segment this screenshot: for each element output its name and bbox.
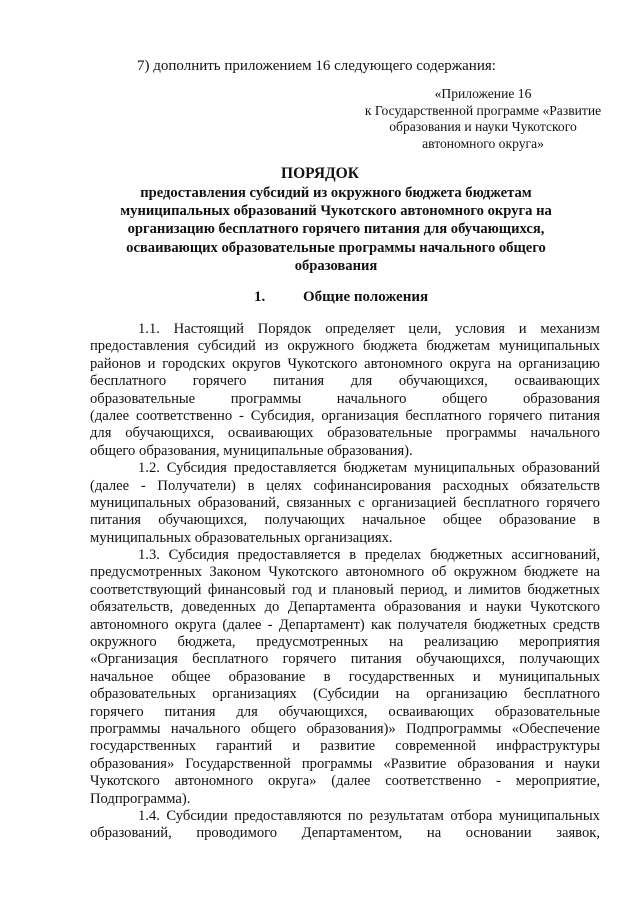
word: горячего (546, 494, 600, 511)
word: образование (228, 668, 306, 685)
word: проводимого (196, 825, 278, 842)
word: - (496, 773, 501, 790)
word: районов (90, 355, 141, 372)
word: образования)» (306, 720, 396, 737)
word: период, (400, 581, 448, 598)
word: и (318, 581, 327, 598)
word: горячего (488, 407, 543, 424)
word: бесплатного (463, 494, 540, 511)
word: на (426, 825, 442, 842)
word: Чукотского (530, 599, 600, 616)
word: «Организация (90, 651, 178, 668)
word: и (545, 755, 554, 772)
text-line (90, 356, 600, 373)
text-line (90, 495, 600, 512)
section-number: 1. (254, 289, 266, 305)
text-line (90, 756, 600, 773)
word: образовательных (90, 686, 196, 703)
word: муниципальных (90, 529, 195, 546)
word: в (349, 547, 357, 564)
word: горячего (192, 373, 247, 390)
word: Департамента (287, 599, 376, 616)
text-line (90, 634, 600, 651)
text-line (90, 408, 600, 425)
text-line (90, 686, 600, 703)
word: (далее (90, 407, 130, 424)
word: в (247, 477, 255, 494)
word: организацию (518, 355, 600, 372)
word: гарантий (216, 738, 273, 755)
word: осваивающих (514, 373, 600, 390)
word: науки (485, 599, 522, 616)
word: - (267, 616, 273, 633)
text-line (90, 669, 600, 686)
appendix-line: автономного округа» (422, 135, 544, 151)
word: основании (465, 825, 532, 842)
word: окружного (287, 338, 355, 355)
word: получателя (397, 616, 468, 633)
word: как (370, 616, 392, 633)
word: Законом (209, 564, 261, 581)
word: горячего (90, 703, 144, 720)
word: получающих (264, 512, 346, 529)
word: Чукотского (268, 564, 339, 581)
word: предусмотренных (256, 634, 369, 651)
text-line (90, 651, 600, 668)
word: образовательные (494, 703, 600, 720)
word: обучающихся, (125, 425, 215, 442)
text-line (90, 738, 600, 755)
word: муниципальные (223, 442, 328, 459)
word: бюджетам (426, 338, 490, 355)
word: бесплатного (192, 651, 269, 668)
word: общего (90, 442, 140, 459)
word: общее (442, 512, 482, 529)
word: механизм (540, 321, 600, 337)
word: развитие (320, 738, 376, 755)
word: муниципальных (498, 338, 600, 355)
word: и (518, 321, 527, 337)
word: ассигнований, (511, 547, 600, 564)
word: предоставляются (234, 807, 342, 824)
word: предусмотренных (90, 564, 202, 581)
word: Подпрограмма). (90, 790, 191, 807)
text-line (90, 547, 600, 564)
word: государственных (348, 668, 455, 685)
word: образований, (197, 494, 280, 511)
word: об (431, 564, 447, 581)
word: и (469, 599, 478, 616)
word: субсидий (197, 338, 256, 355)
word: «Развитие (383, 755, 447, 772)
word: муниципальных (498, 807, 600, 824)
word: в (323, 668, 331, 685)
amendment-line: 7) дополнить приложением 16 следующего содержания: (137, 58, 496, 74)
word: Субсидия (166, 460, 227, 477)
text-line (90, 321, 600, 338)
word: - (238, 407, 244, 424)
word: и (454, 581, 462, 598)
word: из (264, 338, 279, 355)
word: Департаментом, (301, 825, 403, 842)
word: пределах (364, 547, 422, 564)
word: бесплатного (405, 407, 482, 424)
section-title: Общие положения (303, 289, 429, 305)
word: обязательств, (90, 599, 174, 616)
word: Настоящий (173, 321, 244, 337)
word: инфраструктуры (496, 738, 600, 755)
word: начальное (362, 512, 426, 529)
word: мероприятие, (515, 773, 600, 790)
word: предоставления (90, 338, 189, 355)
word: образования). (327, 442, 413, 459)
text-line (90, 391, 600, 408)
word: бюджетных (429, 547, 503, 564)
word: Департамент) (278, 616, 365, 633)
text-line (90, 704, 600, 721)
word: окружном (453, 564, 517, 581)
word: лимитов (468, 581, 521, 598)
word: образования (384, 599, 461, 616)
word: Чукотского (90, 773, 160, 790)
word: образований, (90, 825, 172, 842)
word: современной (395, 738, 477, 755)
word: (далее (331, 773, 371, 790)
word: городских (162, 355, 226, 372)
word: муниципальных (498, 668, 600, 685)
word: образовательные (327, 425, 433, 442)
subtitle-line: предоставления субсидий из окружного бюджета бюджетам (140, 185, 532, 201)
word: предоставляется (237, 547, 341, 564)
word: начального (170, 720, 241, 737)
word: (Субсидии (313, 686, 380, 703)
word: образования, (139, 442, 224, 459)
word: организациях. (304, 529, 393, 546)
text-line (90, 478, 600, 495)
word: программы (301, 755, 373, 772)
word: образования (457, 755, 535, 772)
word: реализацию (424, 634, 499, 651)
word: Субсидии (166, 807, 228, 824)
word: соответственно (135, 407, 233, 424)
word: питания (548, 407, 600, 424)
word: общее (171, 668, 211, 685)
word: округов (232, 355, 281, 372)
word: муниципальных (413, 460, 516, 477)
word: Получатели) (157, 477, 236, 494)
word: соответственно (385, 773, 482, 790)
word: софинансирования (313, 477, 432, 494)
word: бесплатного (523, 686, 600, 703)
word: год (291, 581, 312, 598)
word: обучающихся, (416, 651, 506, 668)
word: отбора (450, 807, 493, 824)
text-line (90, 773, 600, 790)
word: обучающихся, (278, 703, 368, 720)
word: организация (321, 407, 399, 424)
word: общего (250, 720, 297, 737)
text-line (90, 460, 600, 477)
word: средств (552, 616, 600, 633)
word: обучающихся, (398, 373, 488, 390)
word: образования (522, 390, 600, 407)
body-text (90, 321, 600, 843)
word: организациях (212, 686, 297, 703)
word: осваивающих (227, 425, 314, 442)
word: округа» (267, 773, 317, 790)
text-line (90, 338, 600, 355)
word: цели, (408, 321, 442, 337)
word: округа (449, 355, 491, 372)
word: получающих (519, 651, 600, 668)
word: (далее (90, 477, 130, 494)
text-line (90, 530, 600, 547)
text-line (90, 564, 600, 581)
word: питания (90, 512, 141, 529)
word: бюджетных (527, 581, 600, 598)
word: и (292, 738, 301, 755)
word: образования» (90, 755, 175, 772)
word: - (140, 477, 146, 494)
word: на (395, 686, 410, 703)
word: на (497, 355, 512, 372)
word: начальное (90, 668, 154, 685)
word: 1.4. (138, 807, 160, 824)
section-heading (0, 289, 640, 309)
word: питания (350, 651, 402, 668)
word: для (350, 373, 373, 390)
word: питания (164, 703, 216, 720)
word: науки (564, 755, 600, 772)
text-line (90, 443, 600, 460)
text-line (90, 582, 600, 599)
word: (далее (222, 616, 262, 633)
appendix-line: «Приложение 16 (434, 86, 532, 101)
word: «Обеспечение (511, 720, 600, 737)
word: бюджетных (473, 616, 547, 633)
word: общего (442, 390, 488, 407)
word: обучающихся, (158, 512, 248, 529)
subtitle-line: муниципальных образований Чукотского автономного округа на (120, 203, 552, 220)
word: питания (273, 373, 325, 390)
word: до (264, 599, 280, 616)
word: условия (455, 321, 506, 337)
text-line (90, 825, 600, 842)
word: на (388, 634, 404, 651)
word: бюджета, (177, 634, 236, 651)
word: горячего (282, 651, 337, 668)
word: Государственной (185, 755, 291, 772)
document-subtitle (100, 184, 572, 275)
text-line (90, 808, 600, 825)
word: результатам (369, 807, 444, 824)
text-line (90, 512, 600, 529)
word: образований (521, 460, 600, 477)
text-line (90, 599, 600, 616)
word: образование (499, 512, 576, 529)
word: плановый (332, 581, 394, 598)
word: по (347, 807, 363, 824)
text-line (90, 425, 600, 442)
word: для (236, 703, 258, 720)
document-title: ПОРЯДОК (281, 165, 359, 182)
subtitle-line: осваивающих образовательные программы начального общего (126, 239, 546, 256)
word: автономного (174, 773, 254, 790)
text-line (90, 791, 600, 808)
word: заявок, (556, 825, 600, 842)
word: 1.1. (138, 321, 160, 337)
appendix-line: образования и науки Чукотского (389, 119, 577, 134)
word: бюджета (362, 338, 418, 355)
text-line (90, 373, 600, 390)
word: и (472, 668, 481, 685)
word: мероприятия (519, 634, 600, 651)
word: финансовый (207, 581, 286, 598)
word: организацией (371, 494, 457, 511)
word: образовательных (194, 529, 305, 546)
word: и (147, 355, 156, 372)
word: начального (336, 390, 407, 407)
word: бесплатного (90, 373, 167, 390)
word: начального (530, 425, 600, 442)
word: государственных (90, 738, 197, 755)
word: Подпрограммы (406, 720, 502, 737)
word: программы (446, 425, 517, 442)
word: округа (174, 616, 217, 633)
subtitle-line: организацию бесплатного горячего питания для обучающихся, (127, 221, 545, 238)
word: расходных (442, 477, 509, 494)
word: окружного (90, 634, 157, 651)
word: Порядок (257, 321, 312, 337)
word: 1.3. (138, 547, 160, 564)
word: на (585, 564, 600, 581)
word: 1.2. (138, 460, 160, 477)
word: для (90, 425, 112, 442)
word: определяет (325, 321, 395, 337)
word: автономного (90, 616, 169, 633)
word: Чукотского (287, 355, 358, 372)
word: в (593, 512, 600, 529)
word: Субсидия (168, 547, 229, 564)
word: осваивающих (388, 703, 474, 720)
word: программы (230, 390, 302, 407)
appendix-line: к Государственной программе «Развитие (364, 102, 602, 118)
word: с (358, 494, 365, 511)
word: целях (266, 477, 302, 494)
text-line (90, 721, 600, 738)
word: предоставляется (233, 460, 337, 477)
word: связанных (286, 494, 352, 511)
word: бюджетам (343, 460, 408, 477)
word: обязательств (520, 477, 600, 494)
word: автономного (364, 355, 443, 372)
word: программы (90, 720, 161, 737)
text-line (90, 617, 600, 634)
word: образовательные (90, 390, 196, 407)
word: соответствующий (90, 581, 202, 598)
subtitle-line: образования (294, 257, 378, 274)
word: муниципальных (90, 494, 192, 511)
word: бюджете (524, 564, 579, 581)
word: автономного (345, 564, 425, 581)
word: организацию (426, 686, 508, 703)
word: Субсидия, (250, 407, 315, 424)
word: доведенных (181, 599, 257, 616)
appendix-reference (350, 86, 616, 152)
